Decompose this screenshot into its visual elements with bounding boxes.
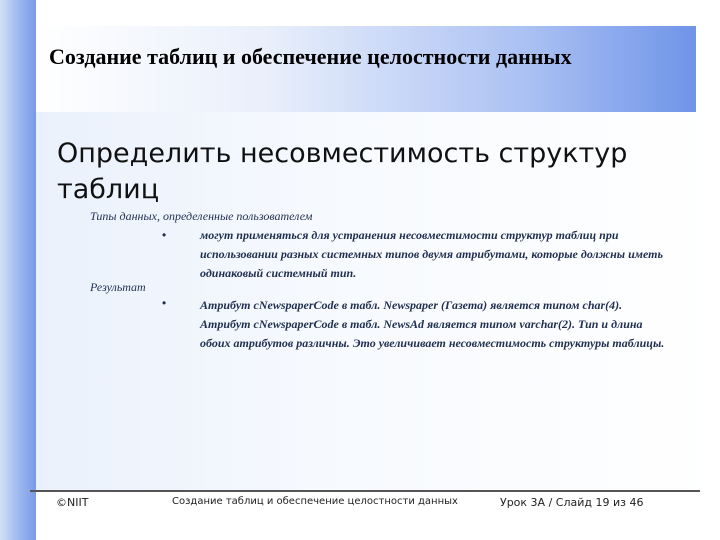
bullet-icon: • [162, 296, 167, 310]
section-label-result: Результат [90, 280, 146, 294]
footer-slide-number: Урок 3A / Слайд 19 из 46 [500, 496, 644, 509]
slide-heading: Определить несовместимость структур таблиц [57, 138, 628, 205]
bullet-text-result: Атрибут cNewspaperCode в табл. Newspaper (Газета) является типом char(4). Атрибут cNewspaperCode в табл. NewsAd является типом varchar(2). Тип и длина обоих атрибутов различны. Это увеличивает несовместимость структуры таблицы. [200, 298, 665, 350]
bullet-text-udt: могут применяться для устранения несовместимости структур таблиц при использовании разных системных типов двумя атрибутами, которые должны иметь одинаковый системный тип. [200, 228, 663, 280]
footer-copyright: ©NIIT [56, 496, 89, 509]
section-label-udt: Типы данных, определенные пользователем [90, 209, 313, 223]
footer-course-title: Создание таблиц и обеспечение целостности данных [172, 496, 458, 507]
footer-divider [30, 490, 700, 492]
left-decor-bar [0, 0, 36, 540]
bullet-icon: • [162, 228, 167, 242]
slide-title: Создание таблиц и обеспечение целостности данных [49, 44, 572, 69]
